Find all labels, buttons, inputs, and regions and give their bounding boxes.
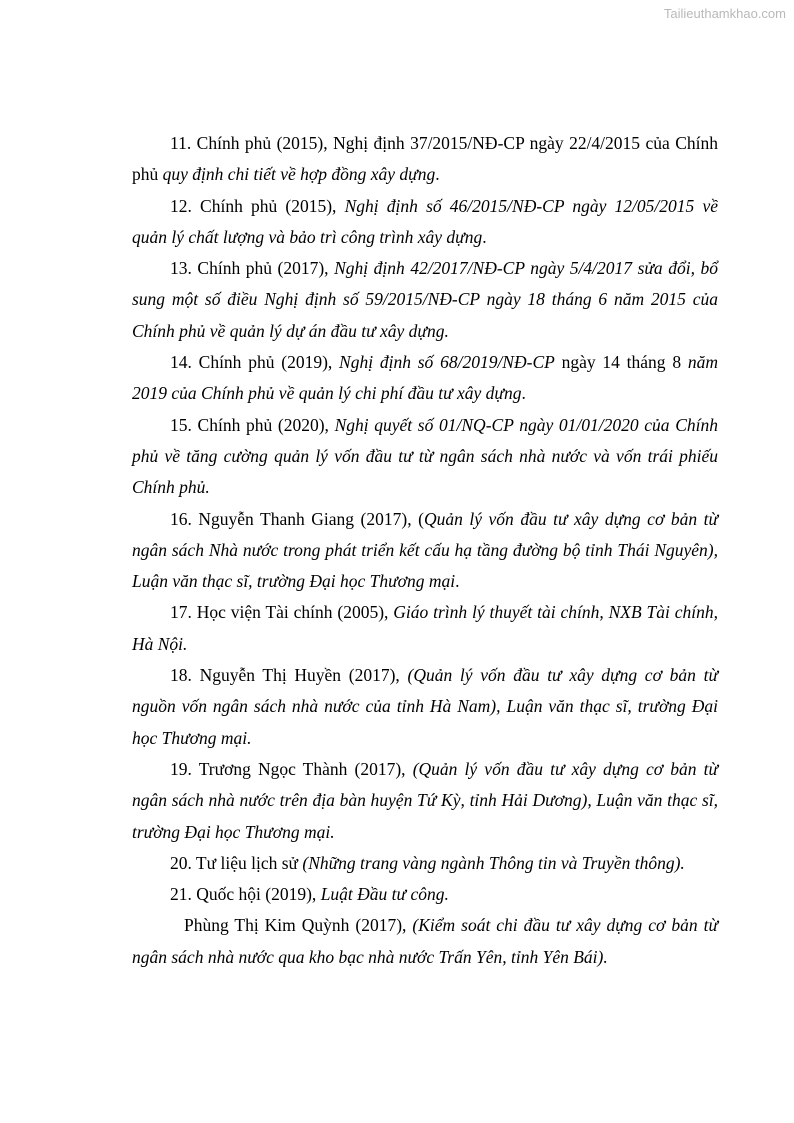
reference-item-15: 15. Chính phủ (2020), Nghị quyết số 01/NQ-CP ngày 01/01/2020 của Chính phủ về tăng cường quản lý vốn đầu tư từ ngân sách nhà nước và vốn trái phiếu Chính phủ. <box>132 414 718 498</box>
reference-item-21: 21. Quốc hội (2019), Luật Đầu tư công. <box>170 884 449 905</box>
reference-item-unnumbered: Phùng Thị Kim Quỳnh (2017), (Kiểm soát chi đầu tư xây dựng cơ bản từ ngân sách nhà nước qua kho bạc nhà nước Trấn Yên, tỉnh Yên Bái). <box>132 915 718 967</box>
reference-item-11: 11. Chính phủ (2015), Nghị định 37/2015/NĐ-CP ngày 22/4/2015 của Chính phủ quy định chi tiết về hợp đồng xây dựng. <box>132 133 718 185</box>
reference-list <box>132 128 718 973</box>
reference-item-19: 19. Trương Ngọc Thành (2017), (Quản lý vốn đầu tư xây dựng cơ bản từ ngân sách nhà nước trên địa bàn huyện Tứ Kỳ, tỉnh Hải Dương), Luận văn thạc sĩ, trường Đại học Thương mại. <box>132 758 718 842</box>
reference-item-12: 12. Chính phủ (2015), Nghị định số 46/2015/NĐ-CP ngày 12/05/2015 về quản lý chất lượng và bảo trì công trình xây dựng. <box>132 195 718 247</box>
reference-item-17: 17. Học viện Tài chính (2005), Giáo trình lý thuyết tài chính, NXB Tài chính, Hà Nội. <box>132 602 718 654</box>
reference-item-20: 20. Tư liệu lịch sử (Những trang vàng ngành Thông tin và Truyền thông). <box>170 852 685 873</box>
watermark: Tailieuthamkhao.com <box>663 6 786 21</box>
reference-item-16: 16. Nguyễn Thanh Giang (2017), (Quản lý vốn đầu tư xây dựng cơ bản từ ngân sách Nhà nước trong phát triển kết cấu hạ tầng đường bộ tỉnh Thái Nguyên), Luận văn thạc sĩ, trường Đại học Thương mại. <box>132 508 718 592</box>
reference-item-14: 14. Chính phủ (2019), Nghị định số 68/2019/NĐ-CP ngày 14 tháng 8 năm 2019 của Chính phủ về quản lý chi phí đầu tư xây dựng. <box>132 352 718 404</box>
reference-item-18: 18. Nguyễn Thị Huyền (2017), (Quản lý vốn đầu tư xây dựng cơ bản từ nguồn vốn ngân sách nhà nước của tỉnh Hà Nam), Luận văn thạc sĩ, trường Đại học Thương mại. <box>132 665 718 748</box>
reference-item-13: 13. Chính phủ (2017), Nghị định 42/2017/NĐ-CP ngày 5/4/2017 sửa đổi, bổ sung một số điều Nghị định số 59/2015/NĐ-CP ngày 18 tháng 6 năm 2015 của Chính phủ về quản lý dự án đầu tư xây dựng. <box>132 258 718 341</box>
